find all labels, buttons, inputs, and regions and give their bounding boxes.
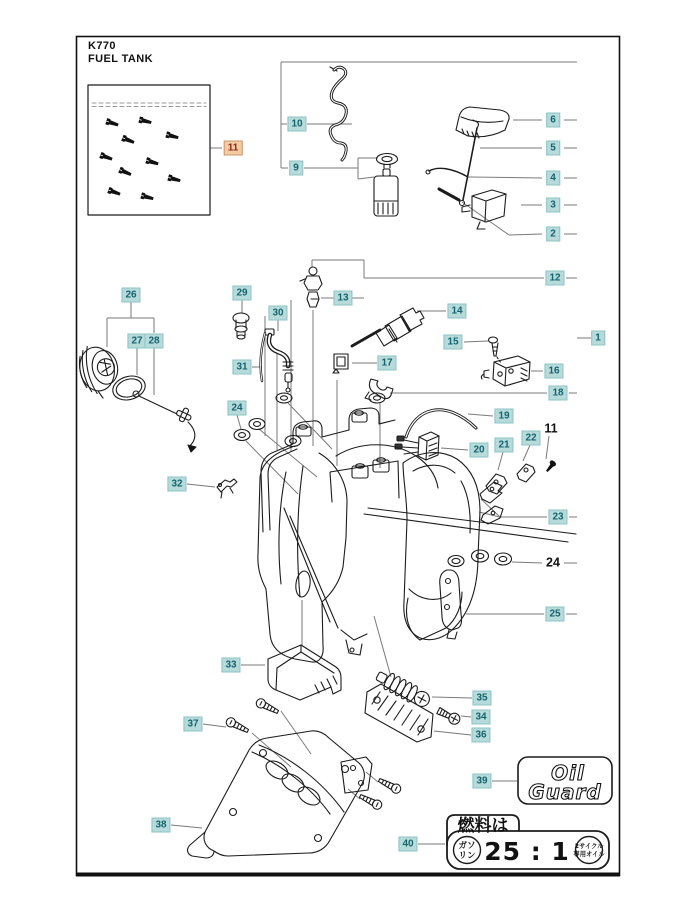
callout-15: 15	[443, 335, 462, 350]
part-30-elbow-hose-art	[265, 329, 293, 392]
part-9-fuel-filter-art	[374, 154, 398, 217]
part-24-washers-left-art	[234, 393, 385, 447]
leader-line	[432, 697, 472, 698]
part-34-screw-art	[436, 706, 462, 726]
leader-line	[498, 452, 503, 470]
leader-line	[509, 234, 542, 235]
part-19-hose-art	[406, 410, 476, 437]
callout-18: 18	[548, 386, 567, 401]
callout-20: 20	[469, 443, 488, 458]
callout-11: 11	[224, 141, 243, 156]
callout-32: 32	[167, 477, 186, 492]
part-24-washers-right-art	[448, 550, 512, 567]
leader-line	[358, 177, 374, 179]
callout-25: 25	[545, 607, 564, 622]
callout-37: 37	[183, 717, 202, 732]
fuel-sticker-left-bottom: リン	[458, 851, 476, 861]
callout-33: 33	[221, 658, 240, 673]
part-3-throttle-body-art	[462, 190, 506, 229]
callout-28: 28	[144, 334, 163, 349]
callout-13: 13	[333, 291, 352, 306]
leader-line	[461, 716, 471, 717]
fuel-tank-assembly-art	[258, 408, 576, 662]
callout-6: 6	[546, 113, 560, 128]
callout-10: 10	[287, 117, 306, 132]
part-32-clip-art	[217, 479, 237, 498]
fuel-sticker-header: 燃料は	[457, 816, 509, 836]
part-15-screw-art	[489, 337, 502, 363]
callout-5: 5	[546, 141, 560, 156]
fuel-mix-sticker	[447, 815, 609, 869]
callout-1: 1	[591, 331, 605, 346]
leader-line	[246, 441, 298, 494]
part-12-13-vent-valve-art	[300, 267, 322, 307]
part-38-guard-plate-art	[188, 731, 372, 858]
callout-3: 3	[546, 198, 560, 213]
leader-line	[523, 445, 530, 461]
callout-35: 35	[472, 691, 491, 706]
leader-line	[434, 731, 471, 735]
callout-38: 38	[151, 818, 170, 833]
part-4-spring-wire-art	[426, 168, 468, 177]
callout-9: 9	[289, 161, 303, 176]
callout-24: 24	[227, 401, 246, 416]
part-6-lockout-lever-art	[456, 107, 509, 138]
callout-40: 40	[398, 837, 417, 852]
callout-24: 24	[546, 555, 560, 570]
callout-17: 17	[377, 356, 396, 371]
callout-34: 34	[471, 710, 490, 725]
callout-21: 21	[494, 438, 513, 453]
leader-line	[171, 825, 202, 828]
callout-27: 27	[127, 334, 146, 349]
callout-16: 16	[544, 364, 563, 379]
drawing-title	[88, 40, 153, 66]
leader-line	[441, 448, 468, 450]
part-21-clamp-art	[486, 474, 507, 494]
leader-line	[187, 484, 215, 487]
part-10-fuel-hose-art	[330, 67, 346, 160]
oil-guard-sticker	[518, 757, 612, 804]
callout-29: 29	[232, 286, 251, 301]
part-23-brackets-art	[480, 482, 503, 524]
leader-line	[374, 616, 391, 677]
part-28-retainer-art	[133, 391, 196, 452]
part-31-vent-tube-art	[261, 333, 265, 381]
callout-2: 2	[546, 227, 560, 242]
screw-kit-box-art	[88, 85, 210, 215]
callout-39: 39	[472, 774, 491, 789]
part-33-cover-art	[268, 645, 341, 700]
part-11-screw-art	[544, 460, 556, 473]
leader-line	[281, 711, 311, 754]
part-16-stop-switch-art	[481, 356, 530, 386]
part-36-plate-art	[365, 684, 433, 742]
oil-guard-line2: Guard	[528, 780, 602, 804]
assembly-name: FUEL TANK	[88, 53, 153, 65]
callout-11: 11	[544, 421, 558, 436]
leader-line	[464, 341, 488, 342]
fuel-sticker-right-top: 2サイクル	[574, 843, 604, 850]
callout-22: 22	[521, 431, 540, 446]
callout-4: 4	[546, 171, 560, 186]
part-29-vent-art	[233, 313, 249, 339]
callout-26: 26	[121, 288, 140, 303]
callout-12: 12	[545, 271, 564, 286]
callout-14: 14	[447, 304, 466, 319]
leader-line	[468, 414, 493, 416]
leader-line	[546, 436, 549, 459]
leader-line	[366, 772, 378, 782]
leader-line	[237, 415, 241, 429]
part-26-fuel-cap-art	[75, 341, 122, 398]
leader-line	[469, 177, 542, 178]
part-14-connector-art	[352, 308, 424, 346]
fuel-sticker-ratio: 25 : 1	[484, 837, 570, 866]
part-25-bracket-art	[440, 570, 462, 639]
part-17-clip-art	[333, 354, 348, 373]
callout-19: 19	[494, 409, 513, 424]
callout-30: 30	[268, 306, 287, 321]
oil-guard-line1: Oil	[551, 761, 585, 785]
part-22-clamp-art	[517, 464, 535, 482]
part-2-pin-art	[439, 189, 459, 200]
callout-23: 23	[548, 510, 567, 525]
callout-36: 36	[471, 728, 490, 743]
fuel-sticker-right-bottom: 専用オイル	[573, 851, 605, 858]
callout-31: 31	[232, 360, 251, 375]
leader-line	[203, 724, 226, 727]
fuel-sticker-left-top: ガソ	[458, 841, 476, 851]
leader-line	[512, 562, 542, 563]
model-number: K770	[88, 40, 116, 52]
